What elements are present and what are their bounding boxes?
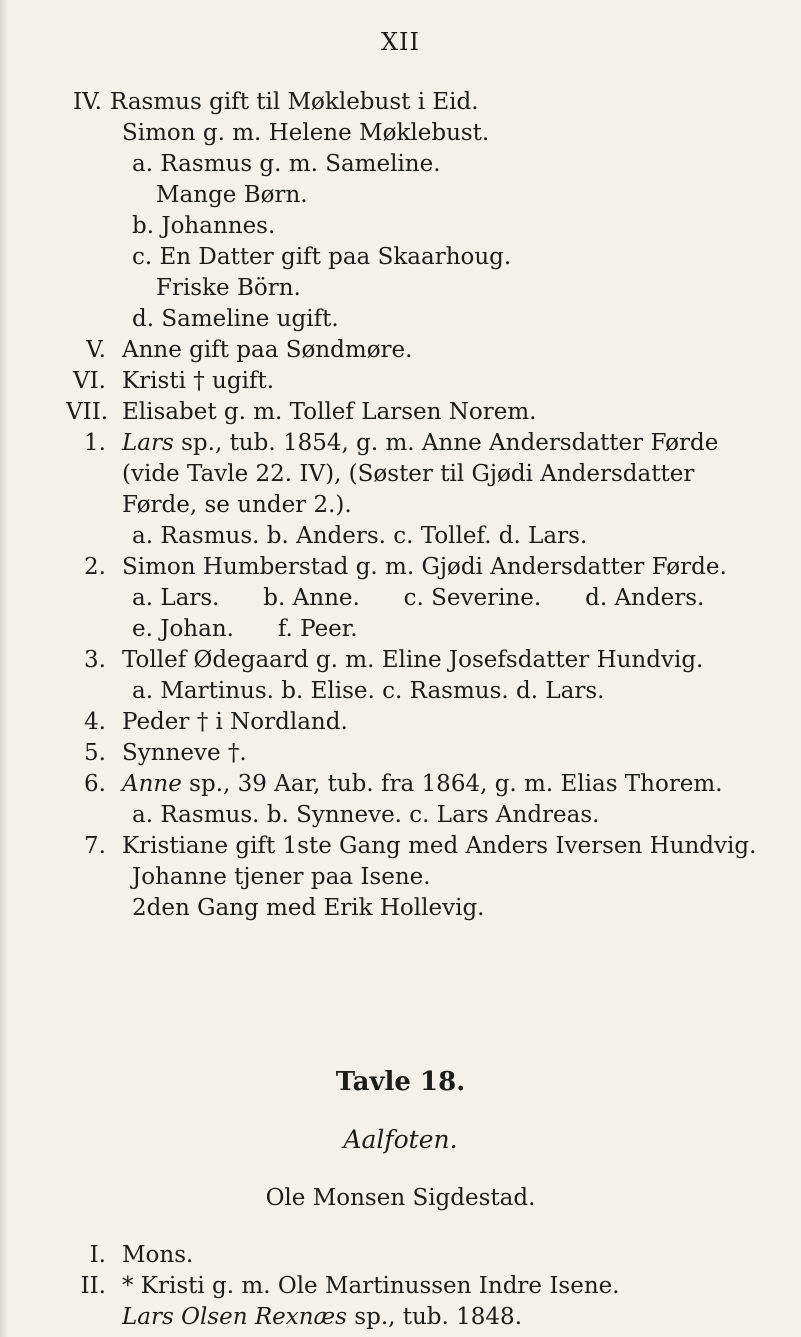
page-number: XII — [380, 28, 421, 56]
entry-text: Mons. — [122, 1242, 194, 1268]
entry-text: a. Rasmus. b. Anders. c. Tollef. d. Lars. — [132, 523, 588, 549]
entry-text: Simon Humberstad g. m. Gjødi Andersdatter Førde. — [122, 554, 727, 580]
entry-text: Simon g. m. Helene Møklebust. — [122, 120, 490, 146]
entry-text: (vide Tavle 22. IV), (Søster til Gjødi Andersdatter — [122, 461, 695, 487]
entry-marker: 1. — [84, 430, 106, 456]
entry-text: Elisabet g. m. Tollef Larsen Norem. — [122, 399, 537, 425]
entry-name-italic: Lars — [122, 430, 174, 456]
entry-text: sp., 39 Aar, tub. fra 1864, g. m. Elias Thorem. — [181, 771, 723, 797]
entry-text: Anne gift paa Søndmøre. — [122, 337, 413, 363]
entry-text: Peder † i Nordland. — [122, 709, 348, 735]
entry-text: Rasmus gift til Møklebust i Eid. — [110, 89, 479, 115]
tavle-title: Tavle 18. — [335, 1067, 466, 1097]
entry-line — [132, 242, 511, 272]
entry-text: Tollef Ødegaard g. m. Eline Josefsdatter Hundvig. — [122, 647, 704, 673]
entry-marker: VI. — [72, 368, 106, 394]
entry-line — [132, 149, 441, 179]
entry-line — [84, 769, 723, 799]
tavle-head: Ole Monsen Sigdestad. — [265, 1185, 536, 1211]
entry-text: Johanne tjener paa Isene. — [132, 864, 431, 890]
entry-text: a. Rasmus. b. Synneve. c. Lars Andreas. — [132, 802, 600, 828]
entry-marker: IV. — [73, 89, 102, 115]
entry-text: b. Johannes. — [132, 213, 276, 239]
entry-line — [132, 614, 358, 644]
entry-marker: 3. — [84, 647, 106, 673]
entry-marker: 4. — [84, 709, 106, 735]
entry-line — [72, 366, 275, 396]
entry-text: Kristi † ugift. — [122, 368, 275, 394]
entry-line — [122, 459, 694, 489]
entry-text: Kristiane gift 1ste Gang med Anders Iversen Hundvig. — [122, 833, 757, 859]
entry-line — [156, 273, 301, 303]
entry-line — [84, 645, 704, 675]
entry-text: sp., tub. 1854, g. m. Anne Andersdatter Førde — [173, 430, 719, 456]
tavle-subtitle: Aalfoten. — [343, 1125, 458, 1154]
entry-line — [84, 707, 348, 737]
entry-line — [132, 676, 604, 706]
entry-text: a. Rasmus g. m. Sameline. — [132, 151, 441, 177]
entry-text: Synneve †. — [122, 740, 247, 766]
entry-line — [89, 1240, 194, 1270]
entry-line — [132, 304, 339, 334]
entry-text: c. En Datter gift paa Skaarhoug. — [132, 244, 512, 270]
entry-line — [122, 1302, 522, 1332]
entry-line — [73, 87, 479, 117]
entry-line — [66, 397, 537, 427]
entry-marker: V. — [86, 337, 106, 363]
entry-marker: 5. — [84, 740, 106, 766]
entry-text: * Kristi g. m. Ole Martinussen Indre Isene. — [122, 1273, 620, 1299]
entry-line — [132, 800, 599, 830]
entry-line — [132, 521, 587, 551]
entry-line — [132, 862, 431, 892]
entry-text: Mange Børn. — [156, 182, 308, 208]
entry-text: a. Martinus. b. Elise. c. Rasmus. d. Lars. — [132, 678, 605, 704]
entry-marker: 6. — [84, 771, 106, 797]
entry-line — [156, 180, 308, 210]
entry-line — [84, 738, 247, 768]
entry-line — [84, 831, 757, 861]
entry-marker: 2. — [84, 554, 106, 580]
entry-line — [132, 211, 275, 241]
entry-text: sp., tub. 1848. — [346, 1304, 522, 1330]
entry-text: d. Sameline ugift. — [132, 306, 339, 332]
entry-text: a. Lars. b. Anne. c. Severine. d. Anders. — [132, 585, 705, 611]
entry-line — [80, 1271, 620, 1301]
entry-marker: I. — [89, 1242, 106, 1268]
entry-text: Førde, se under 2.). — [122, 492, 352, 518]
entry-line — [132, 893, 484, 923]
entry-marker: VII. — [66, 399, 109, 425]
entry-text: e. Johan. f. Peer. — [132, 616, 358, 642]
entry-line — [122, 118, 489, 148]
entry-text: Friske Börn. — [156, 275, 301, 301]
entry-name-italic: Anne — [122, 771, 182, 797]
entry-line — [84, 552, 727, 582]
entry-line — [86, 335, 413, 365]
entry-marker: II. — [80, 1273, 106, 1299]
entry-marker: 7. — [84, 833, 106, 859]
entry-line — [132, 583, 704, 613]
entry-line — [84, 428, 719, 458]
entry-name-italic: Lars Olsen Rexnæs — [122, 1304, 347, 1330]
entry-line — [122, 490, 352, 520]
entry-text: 2den Gang med Erik Hollevig. — [132, 895, 485, 921]
